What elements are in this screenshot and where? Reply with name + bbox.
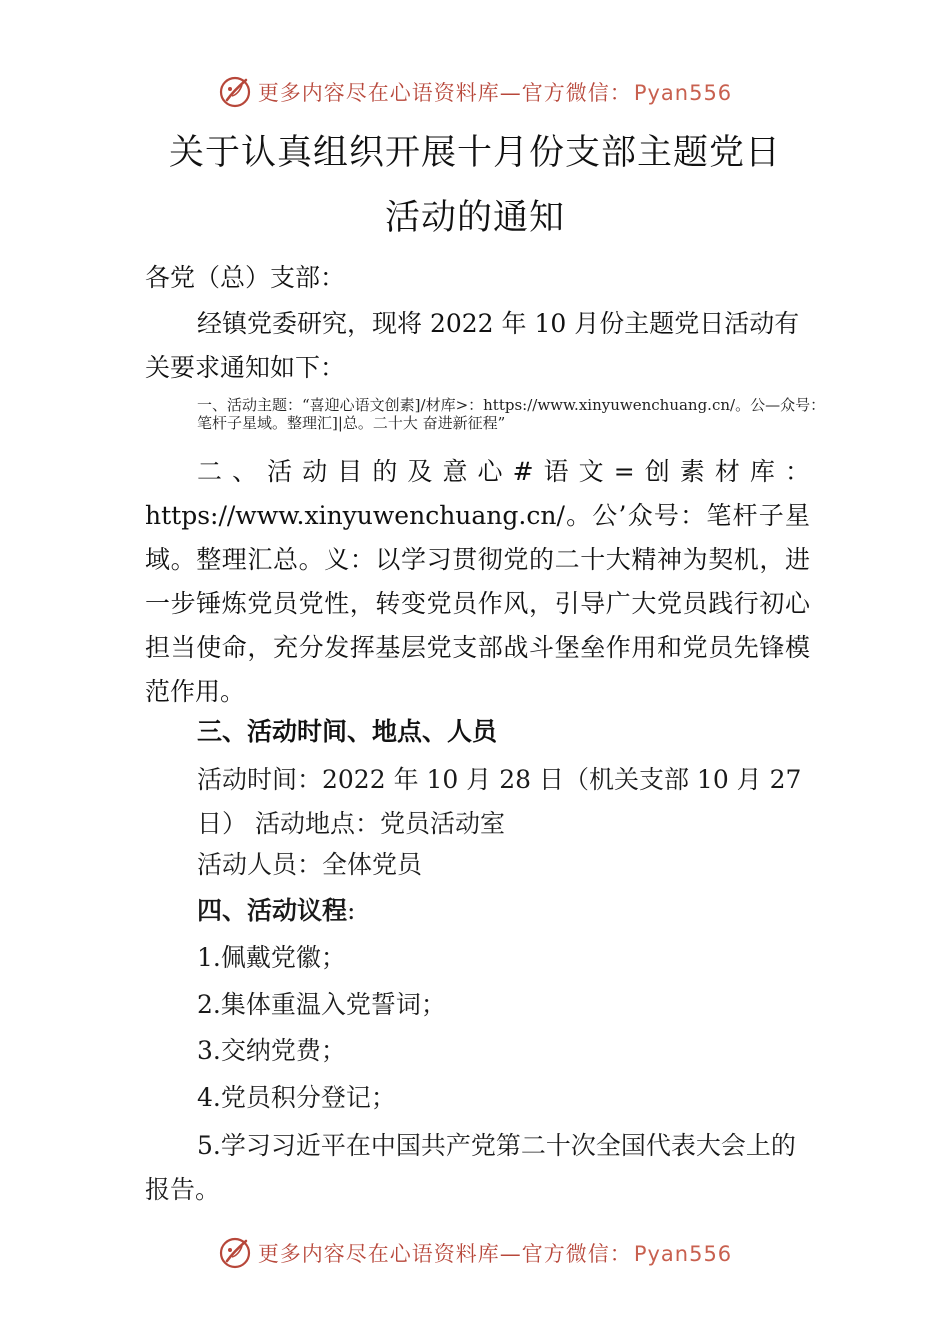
agenda-item: 3.交纳党费； [197, 1036, 346, 1065]
wechat-id: Pyan556 [633, 1242, 733, 1266]
section-heading-time-place: 三、活动时间、地点、人员 [197, 717, 498, 746]
agenda-item: 2.集体重温入党誓词； [197, 990, 446, 1019]
quill-logo-icon [218, 75, 252, 109]
agenda-item: 1.佩戴党徽； [197, 943, 346, 972]
watermark-text: 更多内容尽在心语资料库—官方微信：Pyan556 [257, 1242, 733, 1266]
document-title-line2: 活动的通知 [384, 198, 565, 238]
purpose-paragraph: 二、活动目的及意心#语文=创素材库：https://www.xinyuwenchuang.cn/。公’众号：笔杆子星域。整理汇总。义：以学习贯彻党的二十大精神为契机，进一步锤炼党员党性，转变党员作风，引导广大党员践行初心担当使命，充分发挥基层党支部战斗堡垒作用和党员先锋模范作用。 [145, 457, 810, 706]
header-watermark-banner [0, 72, 950, 112]
activity-people: 活动人员：全体党员 [197, 850, 423, 879]
wechat-id: Pyan556 [633, 81, 733, 105]
agenda-item: 5.学习习近平在中国共产党第二十次全国代表大会上的报告。 [145, 1131, 796, 1204]
document-title-line1: 关于认真组织开展十月份支部主题党日 [168, 133, 781, 173]
agenda-item: 4.党员积分登记； [197, 1083, 396, 1112]
salutation: 各党（总）支部： [145, 263, 346, 292]
section-heading-agenda: 四、活动议程: [197, 896, 356, 925]
intro-paragraph: 经镇党委研究，现将 2022 年 10 月份主题党日活动有关要求通知如下： [145, 309, 800, 382]
activity-time-place: 活动时间：2022 年 10 月 28 日（机关支部 10 月 27 日） 活动地点：党员活动室 [197, 765, 802, 838]
footer-watermark-banner [0, 1233, 950, 1273]
watermark-text: 更多内容尽在心语资料库—官方微信：Pyan556 [257, 81, 733, 105]
activity-topic: 一、活动主题：“喜迎心语文创素]/材库>：https://www.xinyuwenchuang.cn/。公—众号：笔杆子星域。整理汇]|总。二十大 奋进新征程” [197, 396, 826, 432]
quill-logo-icon [218, 1236, 252, 1270]
